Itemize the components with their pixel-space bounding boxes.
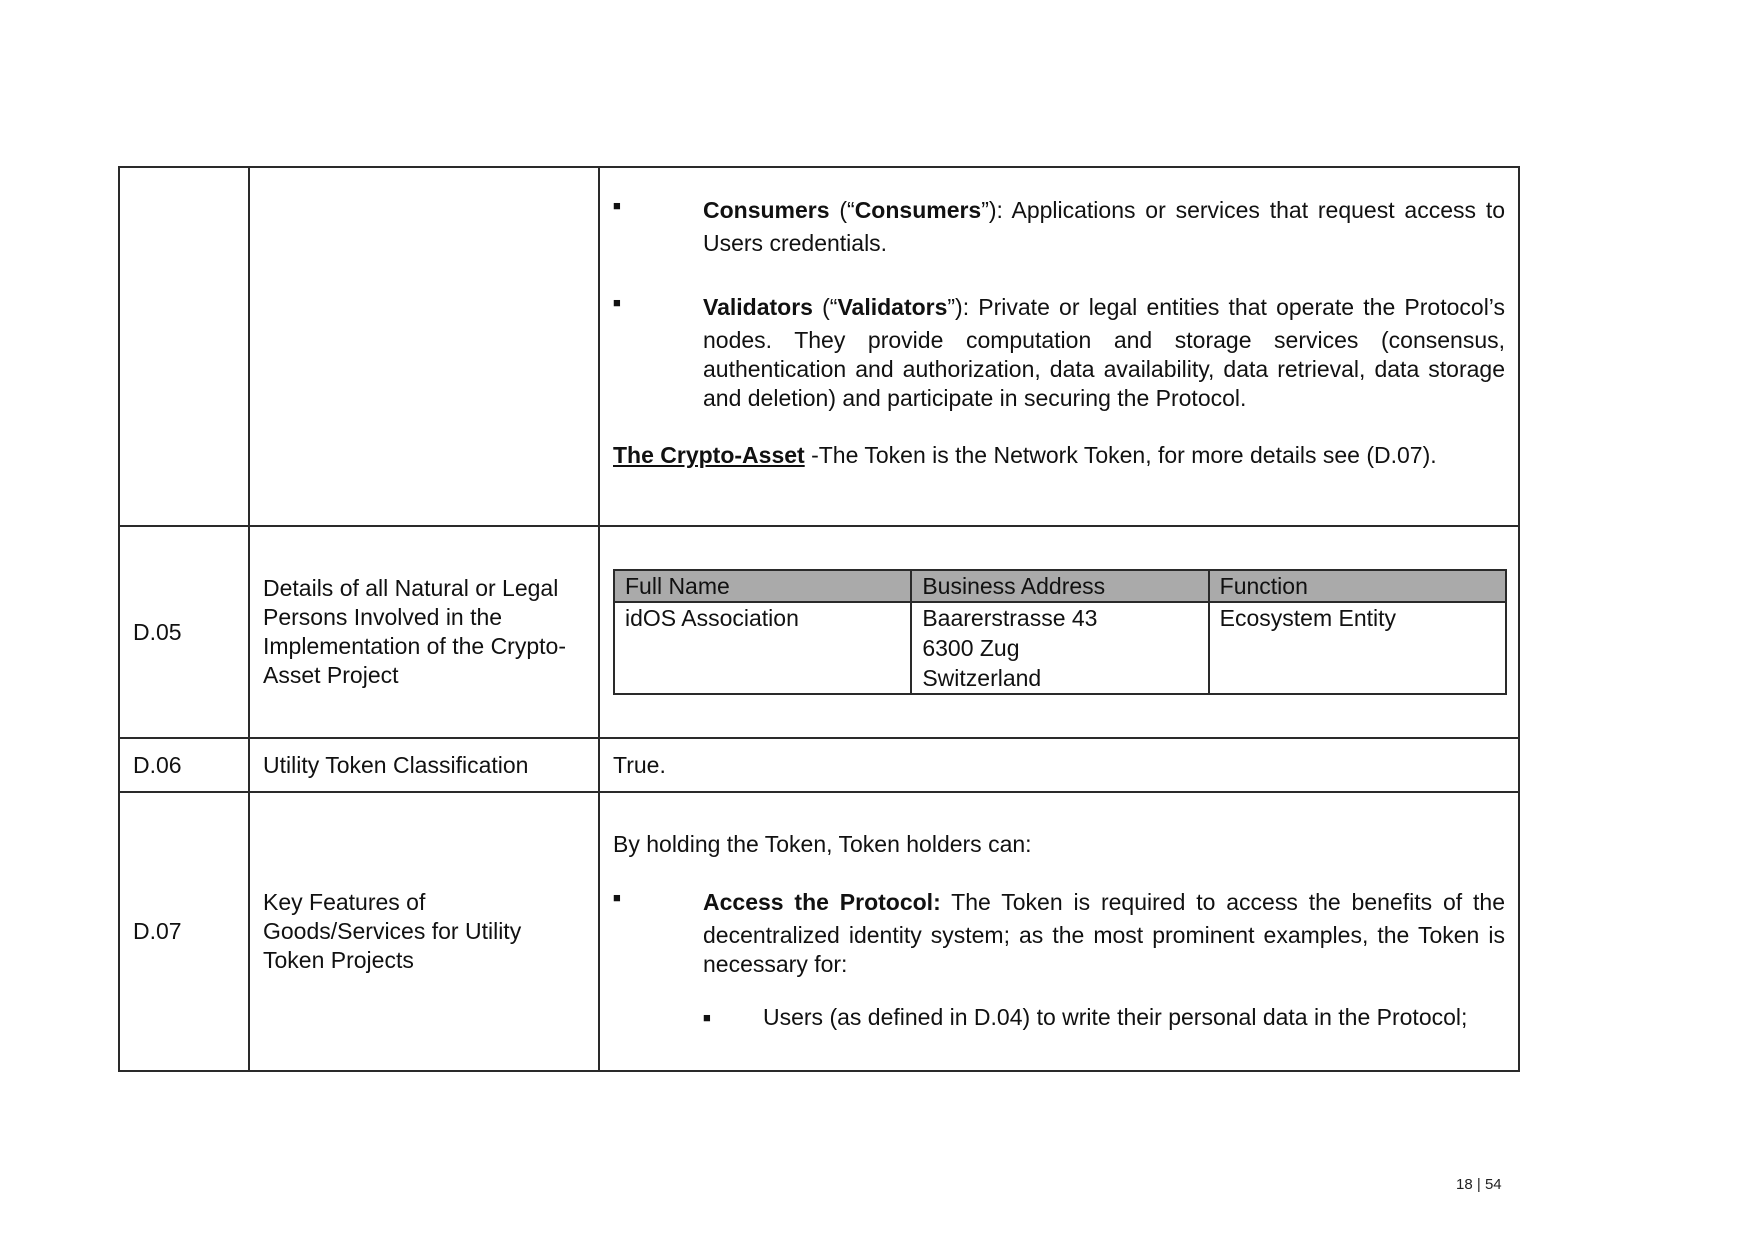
square-bullet-icon: ■ xyxy=(613,295,621,310)
row-id: D.06 xyxy=(119,738,249,792)
id-cell-empty xyxy=(119,167,249,526)
square-bullet-icon: ■ xyxy=(613,890,621,905)
square-bullet-icon: ■ xyxy=(703,1010,711,1025)
table-row-d04 xyxy=(119,167,1519,526)
header-function: Function xyxy=(1209,570,1506,602)
crypto-asset-line xyxy=(613,441,1505,470)
person-name: idOS Association xyxy=(614,602,911,694)
address-line: Switzerland xyxy=(922,665,1042,691)
table-row-d07 xyxy=(119,792,1519,1071)
bullet-consumers: ■ Consumers (“Consumers”): Applications or services that request access to Users credentials. xyxy=(613,191,1505,258)
row-label: Utility Token Classification xyxy=(249,738,599,792)
address-line: 6300 Zug xyxy=(922,635,1020,661)
row-id: D.07 xyxy=(119,792,249,1071)
person-function: Ecosystem Entity xyxy=(1209,602,1506,694)
persons-header-row xyxy=(614,570,1506,602)
row-label: Key Features of Goods/Services for Utility Token Projects xyxy=(249,792,599,1071)
row-value: True. xyxy=(599,738,1519,792)
content-cell-d05 xyxy=(599,526,1519,738)
bullet-validators: ■ Validators (“Validators”): Private or legal entities that operate the Protocol’s nodes. They provide computation and storage services (consensus, authentication and authorization, data availability, data retrieval, data storage and deletion) and participate in securing the Protocol. xyxy=(613,288,1505,413)
disclosure-table xyxy=(118,166,1520,1072)
row-id: D.05 xyxy=(119,526,249,738)
content-cell-d04 xyxy=(599,167,1519,526)
table-row-d05 xyxy=(119,526,1519,738)
row-label: Details of all Natural or Legal Persons Involved in the Implementation of the Crypto-Asset Project xyxy=(249,526,599,738)
crypto-asset-text: -The Token is the Network Token, for more details see (D.07). xyxy=(804,442,1437,468)
table-row-d06 xyxy=(119,738,1519,792)
label-cell-empty xyxy=(249,167,599,526)
square-bullet-icon: ■ xyxy=(613,198,621,213)
header-full-name: Full Name xyxy=(614,570,911,602)
header-business-address: Business Address xyxy=(911,570,1208,602)
person-address xyxy=(911,602,1208,694)
crypto-asset-heading: The Crypto-Asset xyxy=(613,442,805,468)
intro-text: By holding the Token, Token holders can: xyxy=(613,831,1032,857)
persons-row xyxy=(614,602,1506,694)
page-number: 18 | 54 xyxy=(1456,1176,1502,1193)
bullet-access-protocol: ■ Access the Protocol: The Token is required to access the benefits of the decentralized identity system; as the most prominent examples, the Token is necessary for: xyxy=(613,883,1505,979)
content-cell-d07 xyxy=(599,792,1519,1071)
sub-bullet-users: ■ Users (as defined in D.04) to write their personal data in the Protocol; xyxy=(703,1004,1468,1030)
persons-table xyxy=(613,569,1507,695)
address-line: Baarerstrasse 43 xyxy=(922,605,1098,631)
